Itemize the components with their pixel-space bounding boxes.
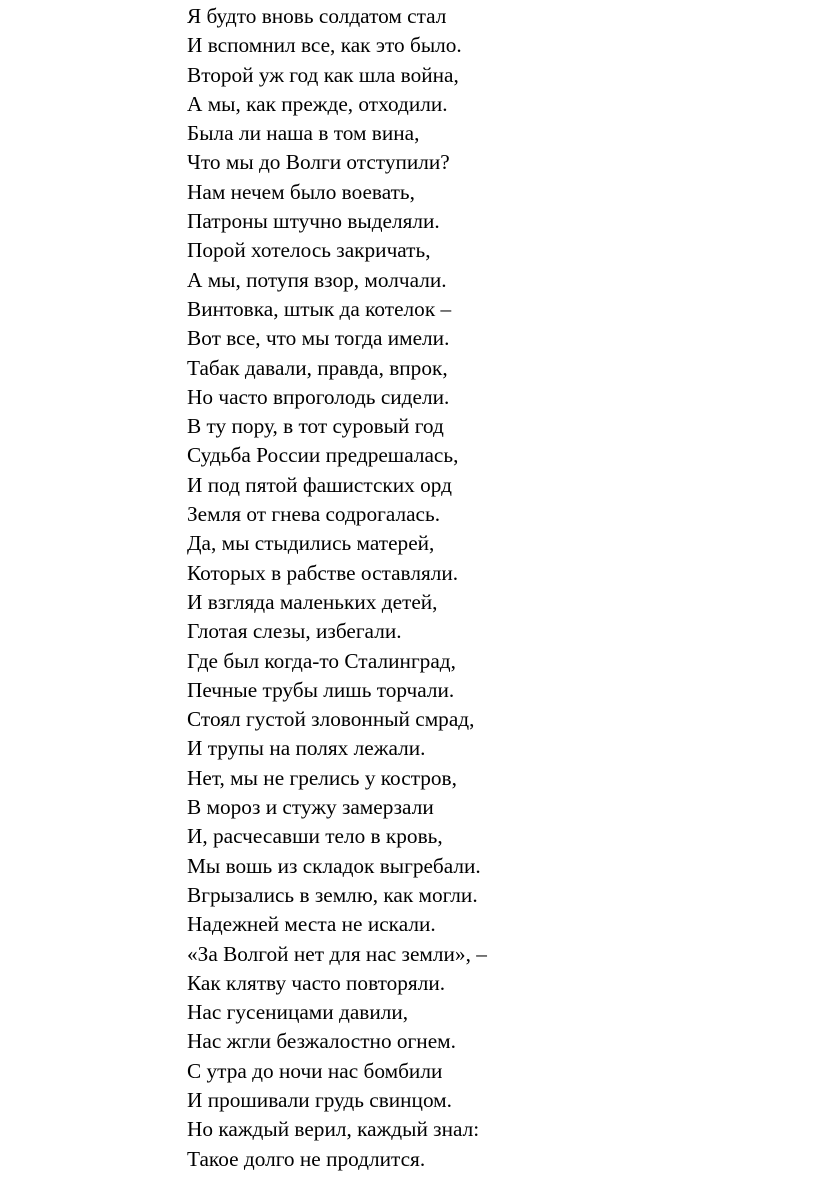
poem-text [187,2,487,1174]
poem-line: И взгляда маленьких детей, [187,589,438,614]
poem-line: Нам нечем было воевать, [187,179,415,204]
poem-line: Нет, мы не грелись у костров, [187,765,457,790]
poem-line: Которых в рабстве оставляли. [187,560,459,585]
poem-line: Судьба России предрешалась, [187,443,459,468]
poem-line: Нас жгли безжалостно огнем. [187,1029,456,1054]
poem-line: Винтовка, штык да котелок – [187,296,452,321]
poem-line: Земля от гнева содрогалась. [187,502,441,527]
poem-line: «За Волгой нет для нас земли», – [187,941,487,966]
poem-line: Патроны штучно выделяли. [187,209,440,234]
poem-line: А мы, потупя взор, молчали. [187,267,447,292]
poem-line: Печные трубы лишь торчали. [187,677,455,702]
poem-line: Где был когда-то Сталинград, [187,648,456,673]
poem-line: И прошивали грудь свинцом. [187,1087,452,1112]
poem-line: С утра до ночи нас бомбили [187,1058,443,1083]
poem-line: Но каждый верил, каждый знал: [187,1117,480,1142]
poem-line: Глотая слезы, избегали. [187,619,402,644]
poem-line: Такое долго не продлится. [187,1146,426,1171]
poem-line: Вгрызались в землю, как могли. [187,882,478,907]
poem-line: Надежней места не искали. [187,912,436,937]
poem-line: Как клятву часто повторяли. [187,970,446,995]
poem-line: Что мы до Волги отступили? [187,150,450,175]
poem-line: Но часто впроголодь сидели. [187,384,450,409]
poem-line: Табак давали, правда, впрок, [187,355,448,380]
poem-line: И трупы на полях лежали. [187,736,426,761]
poem-line: Вот все, что мы тогда имели. [187,326,450,351]
poem-line: Нас гусеницами давили, [187,1000,409,1025]
poem-line: И, расчесавши тело в кровь, [187,824,443,849]
poem-line: В мороз и стужу замерзали [187,795,434,820]
poem-line: Порой хотелось закричать, [187,238,431,263]
poem-line: Была ли наша в том вина, [187,121,420,146]
poem-line: Я будто вновь солдатом стал [187,4,447,28]
poem-line: Стоял густой зловонный смрад, [187,707,475,732]
poem-line: И под пятой фашистских орд [187,472,452,497]
poem-line: А мы, как прежде, отходили. [187,91,448,116]
poem-line: И вспомнил все, как это было. [187,33,462,58]
poem-line: В ту пору, в тот суровый год [187,414,444,439]
poem-line: Мы вошь из складок выгребали. [187,853,481,878]
poem-line: Да, мы стыдились матерей, [187,531,435,556]
poem-line: Второй уж год как шла война, [187,62,459,87]
